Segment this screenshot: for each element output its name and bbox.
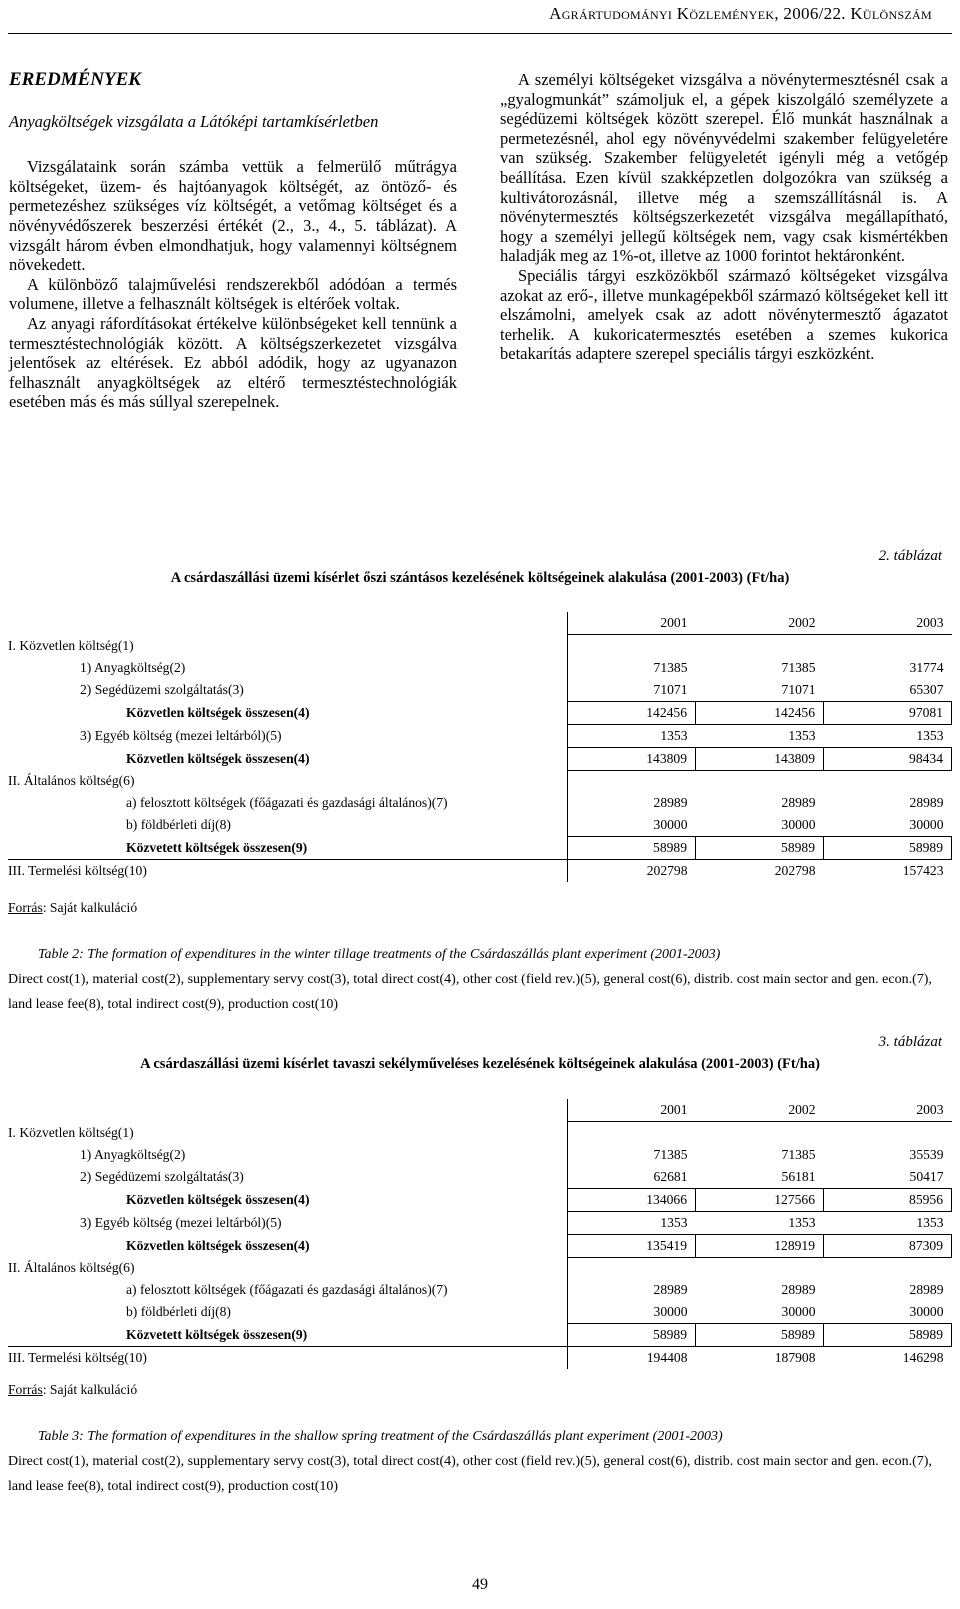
row-label: a) felosztott költségek (főágazati és gazdasági általános)(7) (126, 1282, 448, 1297)
table-row (8, 1301, 952, 1324)
cell-value: 146298 (824, 1347, 952, 1370)
year-header: 2003 (824, 1099, 952, 1122)
row-label: Közvetlen költségek összesen(4) (126, 704, 310, 720)
cell-value (824, 635, 952, 657)
cell-value: 30000 (781, 1304, 816, 1319)
cell-value: 58989 (568, 837, 696, 860)
cell-value (824, 770, 952, 792)
cell-value (696, 770, 824, 792)
table-row (8, 657, 952, 679)
table-row (8, 1144, 952, 1166)
cell-value: 30000 (568, 814, 696, 837)
cell-value (696, 1257, 824, 1279)
table-3-caption-legend: Direct cost(1), material cost(2), supplementary servy cost(3), total direct cost(4), other cost (field rev.)(5), general cost(6), distrib. cost main sector and gen. econ.(7), land lease fee(8), total indirect cost(9), production cost(10) (8, 1454, 932, 1494)
cell-value: 143809 (568, 747, 696, 770)
row-label: 1) Anyagköltség(2) (80, 1146, 186, 1162)
cell-value: 71385 (568, 657, 696, 679)
table-3-caption (8, 1424, 952, 1499)
right-paragraph-2: Speciális tárgyi eszközökből származó költségeket vizsgálva azokat az erő-, illetve munkagépekből származó költségeket kell itt elszámolni, amelyek csak az adott növénytermesztő ágazatot terhelik. A kukoricatermesztés esetében a szemes kukorica betakarítás adaptere szerepel speciális tárgyi eszközként. (500, 265, 948, 364)
cell-value: 97081 (824, 701, 952, 724)
cell-value: 202798 (568, 860, 696, 883)
row-label: III. Termelési költség(10) (8, 1347, 568, 1370)
table-row (8, 770, 952, 792)
cell-value: 58989 (568, 1324, 696, 1347)
table-2-caption-legend: Direct cost(1), material cost(2), supplementary servy cost(3), total direct cost(4), other cost (field rev.)(5), general cost(6), distrib. cost main sector and gen. econ.(7), land lease fee(8), total indirect cost(9), production cost(10) (8, 972, 932, 1012)
row-label: 1) Anyagköltség(2) (80, 659, 186, 675)
table-row (8, 679, 952, 702)
cell-value: 98434 (824, 747, 952, 770)
cell-value: 143809 (696, 747, 824, 770)
year-header: 2001 (568, 1099, 696, 1122)
cell-value (568, 770, 696, 792)
table-row (8, 1166, 952, 1189)
table-2-caption-title: Table 2: The formation of expenditures in the winter tillage treatments of the Csárdaszállás plant experiment (2001-2003) (38, 947, 721, 962)
cell-value: 187908 (696, 1347, 824, 1370)
cell-value: 1353 (788, 1214, 816, 1230)
cell-value: 62681 (568, 1166, 696, 1189)
cell-value: 135419 (568, 1234, 696, 1257)
table-row (8, 724, 952, 747)
right-column (500, 70, 948, 364)
left-paragraph-3: Az anyagi ráfordításokat értékelve különbségeket kell tennünk a termesztéstechnológiák között. A költségszerkezetet vizsgálva jelentősek az eltérések. Ez abból adódik, hogy az ugyanazon felhasznált anyagköltségek az eltérő termesztéstechnológiák esetében más és más súllyal szerepelnek. (9, 313, 457, 412)
cell-value: 50417 (909, 1168, 944, 1184)
cell-value: 31774 (909, 659, 944, 675)
row-label: Közvetlen költségek összesen(4) (126, 1191, 310, 1207)
cell-value: 71071 (568, 679, 696, 702)
cell-value: 194408 (568, 1347, 696, 1370)
cell-value: 58989 (824, 1324, 952, 1347)
table-row (8, 1324, 952, 1347)
row-label: 3) Egyéb költség (mezei leltárból)(5) (80, 1214, 282, 1230)
cell-value: 30000 (568, 1301, 696, 1324)
cell-value: 28989 (781, 1282, 816, 1297)
page-number: 49 (472, 1576, 488, 1593)
row-label: Közvetett költségek összesen(9) (126, 839, 308, 855)
cell-value: 28989 (781, 795, 816, 810)
table-row (8, 814, 952, 837)
table-2-number: 2. táblázat (878, 548, 942, 564)
cell-value: 128919 (696, 1234, 824, 1257)
table-row (8, 1279, 952, 1301)
table-header-spacer (8, 612, 568, 635)
cell-value (696, 1122, 824, 1144)
table-2-source: Forrás: Saját kalkuláció (8, 900, 138, 915)
row-label: a) felosztott költségek (főágazati és gazdasági általános)(7) (126, 795, 448, 810)
cell-value: 142456 (568, 701, 696, 724)
table-row (8, 635, 952, 657)
table-row (8, 860, 952, 883)
cell-value: 56181 (781, 1168, 816, 1184)
table-row (8, 1188, 952, 1211)
cell-value: 134066 (568, 1188, 696, 1211)
table-2-caption (8, 942, 952, 1017)
cell-value: 71071 (781, 681, 816, 697)
section-title: EREDMÉNYEK (9, 69, 141, 90)
row-label: III. Termelési költség(10) (8, 860, 568, 883)
year-header: 2003 (824, 612, 952, 635)
left-column (9, 70, 457, 412)
cell-value: 58989 (824, 837, 952, 860)
row-label: b) földbérleti díj(8) (126, 817, 231, 833)
subsection-title: Anyagköltségek vizsgálata a Látóképi tartamkísérletben (9, 111, 379, 131)
cell-value: 35539 (909, 1146, 944, 1162)
cell-value (568, 1257, 696, 1279)
cell-value: 65307 (909, 681, 944, 697)
row-label: b) földbérleti díj(8) (126, 1304, 231, 1320)
cell-value: 71385 (568, 1144, 696, 1166)
cell-value: 1353 (788, 727, 816, 743)
table-3-caption-title: Table 3: The formation of expenditures in the shallow spring treatment of the Csárdaszállás plant experiment (2001-2003) (38, 1429, 723, 1444)
cell-value (568, 635, 696, 657)
cell-value (824, 1257, 952, 1279)
header-rule (8, 33, 952, 34)
table-row (8, 837, 952, 860)
cell-value: 85956 (824, 1188, 952, 1211)
cell-value: 1353 (916, 1214, 944, 1230)
table-row (8, 1122, 952, 1144)
cell-value: 71385 (781, 1146, 816, 1162)
table-3-title: A csárdaszállási üzemi kísérlet tavaszi sekélyműveléses kezelésének költségeinek alakulása (2001-2003) (Ft/ha) (140, 1056, 820, 1072)
right-paragraph-1: A személyi költségeket vizsgálva a növénytermesztésnél csak a „gyalogmunkát” számoljuk el, a gépek kiszolgáló személyzete a segédüzemi költségek között szerepel. Élő munkát használnak a permetezésnél, ahol egy növényvédelmi szakember felügyeletére van szükség. Szakember felügyeletét igényli még a vetőgép beállítása. Ezen kívül szakképzetlen dolgozókra van szükség a kultivátorozásnál, illetve még a szemszállításnál is. A növénytermesztés költségszerkezetét vizsgálva megállapítható, hogy a személyi jellegű költségek nem, vagy csak kismértékben haladják meg az 1%-ot, illetve az 1000 forintot hektáronként. (500, 70, 948, 266)
cell-value: 142456 (696, 701, 824, 724)
row-label: 3) Egyéb költség (mezei leltárból)(5) (80, 727, 282, 743)
table-row (8, 1211, 952, 1234)
cell-value (568, 1122, 696, 1144)
cell-value (824, 1122, 952, 1144)
table-row (8, 747, 952, 770)
row-label: 2) Segédüzemi szolgáltatás(3) (80, 681, 244, 697)
running-header: Agrártudományi Közlemények, 2006/22. Különszám (549, 4, 932, 23)
row-label: 2) Segédüzemi szolgáltatás(3) (80, 1168, 244, 1184)
row-label: II. Általános költség(6) (8, 773, 135, 788)
cell-value: 28989 (568, 792, 696, 814)
left-paragraph-2: A különböző talajművelési rendszerekből adódóan a termés volumene, illetve a felhasznált költségek is eltérőek voltak. (9, 274, 457, 314)
cell-value: 157423 (824, 860, 952, 883)
row-label: I. Közvetlen költség(1) (8, 1124, 134, 1140)
cell-value: 127566 (696, 1188, 824, 1211)
cell-value: 202798 (696, 860, 824, 883)
table-3 (8, 1099, 952, 1369)
table-3-number: 3. táblázat (878, 1034, 942, 1050)
cell-value: 58989 (696, 837, 824, 860)
table-row (8, 792, 952, 814)
row-label: Közvetlen költségek összesen(4) (126, 1237, 310, 1253)
cell-value: 30000 (909, 817, 944, 832)
table-2 (8, 612, 952, 882)
cell-value: 1353 (568, 724, 696, 747)
table-row (8, 1257, 952, 1279)
cell-value (696, 635, 824, 657)
row-label: Közvetett költségek összesen(9) (126, 1326, 308, 1342)
cell-value: 58989 (696, 1324, 824, 1347)
year-header: 2002 (696, 1099, 824, 1122)
year-header: 2001 (568, 612, 696, 635)
table-row (8, 701, 952, 724)
table-2-title: A csárdaszállási üzemi kísérlet őszi szántásos kezelésének költségeinek alakulása (2001-2003) (Ft/ha) (170, 570, 790, 586)
cell-value: 28989 (568, 1279, 696, 1301)
cell-value: 28989 (909, 1282, 944, 1297)
cell-value: 30000 (909, 1304, 944, 1319)
cell-value: 71385 (781, 659, 816, 675)
cell-value: 28989 (909, 795, 944, 810)
cell-value: 1353 (568, 1211, 696, 1234)
row-label: II. Általános költség(6) (8, 1260, 135, 1275)
year-header: 2002 (696, 612, 824, 635)
cell-value: 30000 (781, 817, 816, 832)
table-row (8, 1347, 952, 1370)
cell-value: 87309 (824, 1234, 952, 1257)
table-3-source: Forrás: Saját kalkuláció (8, 1382, 138, 1397)
table-row (8, 1234, 952, 1257)
table-header-spacer (8, 1099, 568, 1122)
row-label: I. Közvetlen költség(1) (8, 637, 134, 653)
row-label: Közvetlen költségek összesen(4) (126, 750, 310, 766)
left-paragraph-1: Vizsgálataink során számba vettük a felmerülő műtrágya költségeket, üzem- és hajtóanyagok költségét, az öntöző- és permetezéshez szükséges víz költségét, a vetőmag költséget és a növényvédőszerek beszerzési értékét (2., 3., 4., 5. táblázat). A vizsgált három évben elmondhatjuk, hogy valamennyi költségnem növekedett. (9, 157, 457, 275)
cell-value: 1353 (916, 727, 944, 743)
